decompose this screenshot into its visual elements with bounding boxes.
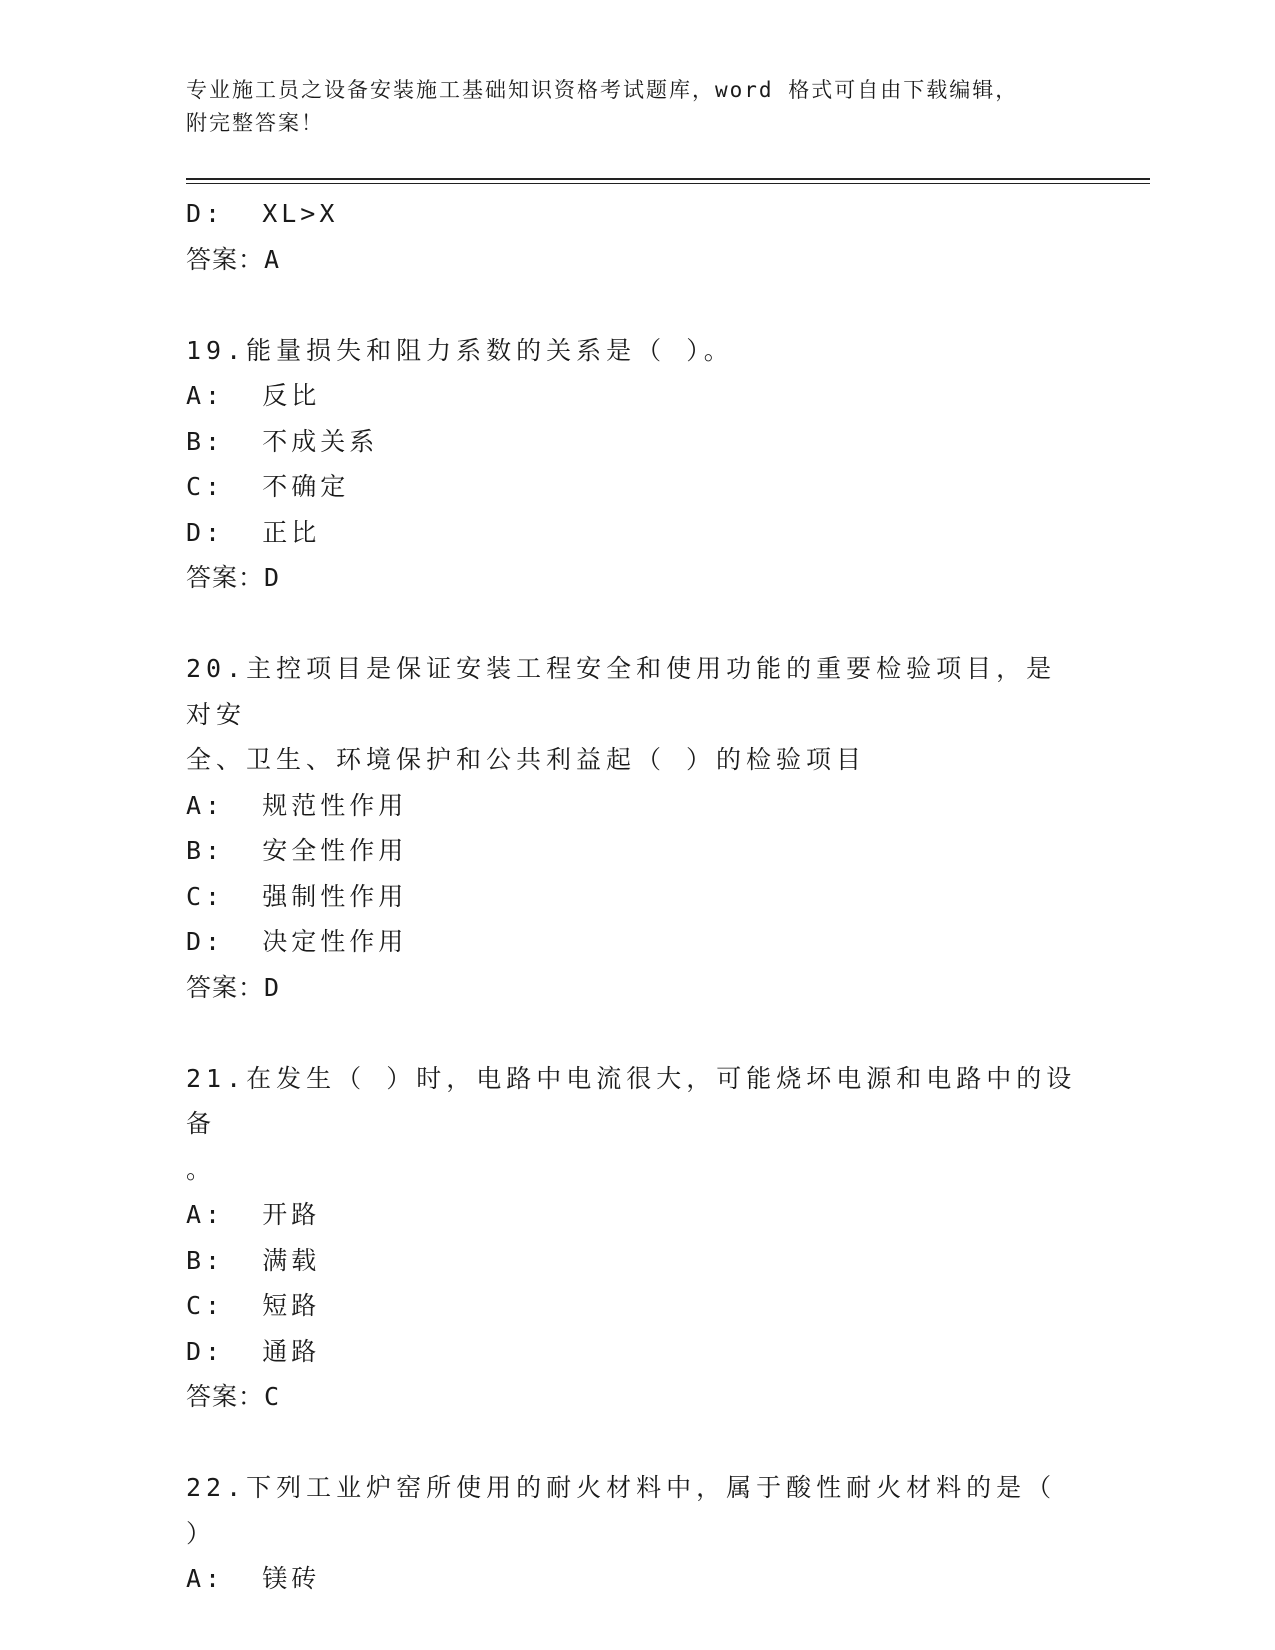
option-c: C: 短路 — [186, 1291, 321, 1320]
answer-line — [186, 1374, 1086, 1420]
question-block — [186, 646, 1086, 1010]
option-b: B: 不成关系 — [186, 426, 379, 456]
answer-value: A — [264, 244, 281, 274]
answer-line — [186, 965, 1086, 1011]
option-a: A: 镁砖 — [186, 1564, 321, 1593]
option-a: A: 开路 — [186, 1200, 321, 1229]
option-c: C: 不确定 — [186, 472, 350, 501]
question-block — [186, 1056, 1086, 1420]
answer-value: D — [264, 563, 281, 592]
answer-value: C — [264, 1382, 281, 1411]
option-a: A: 规范性作用 — [186, 790, 408, 820]
option-b: B: 安全性作用 — [186, 836, 408, 865]
question-text: 19.能量损失和阻力系数的关系是（ ）。 — [186, 335, 734, 365]
question-text-continued: 全、卫生、环境保护和公共利益起（ ）的检验项目 — [186, 745, 867, 774]
question-block — [186, 328, 1086, 601]
question-text: 22.下列工业炉窑所使用的耐火材料中，属于酸性耐火材料的是（ ） — [186, 1473, 1077, 1548]
spacer — [186, 282, 1086, 328]
option-b: B: 满载 — [186, 1245, 321, 1275]
spacer — [186, 1010, 1086, 1056]
question-block — [186, 1465, 1086, 1602]
document-header — [186, 74, 1066, 140]
question-list — [186, 191, 1086, 1602]
spacer — [186, 1420, 1086, 1466]
option-d: D: 决定性作用 — [186, 927, 408, 956]
header-divider-thin — [186, 183, 1150, 184]
spacer — [186, 601, 1086, 647]
header-line-2: 附完整答案！ — [186, 111, 324, 135]
answer-label: 答案： — [186, 972, 265, 1002]
header-divider-thick — [186, 178, 1150, 180]
answer-line — [186, 555, 1086, 601]
answer-value: D — [264, 972, 281, 1002]
answer-line — [186, 237, 1086, 283]
answer-label: 答案： — [186, 244, 265, 274]
answer-label: 答案： — [186, 1382, 265, 1411]
question-text: 21.在发生（ ）时，电路中电流很大，可能烧坏电源和电路中的设备 — [186, 1063, 1077, 1138]
question-text: 20.主控项目是保证安装工程安全和使用功能的重要检验项目，是对安 — [186, 654, 1057, 729]
header-line-1: 专业施工员之设备安装施工基础知识资格考试题库，word 格式可自由下载编辑， — [186, 78, 1019, 102]
question-text-continued: 。 — [186, 1154, 217, 1184]
answer-label: 答案： — [186, 563, 265, 592]
option-d: D: 正比 — [186, 517, 321, 547]
option-d: D: 通路 — [186, 1336, 321, 1366]
option-c: C: 强制性作用 — [186, 881, 408, 911]
option-d: D: XL>X — [186, 199, 339, 228]
option-a: A: 反比 — [186, 381, 321, 410]
